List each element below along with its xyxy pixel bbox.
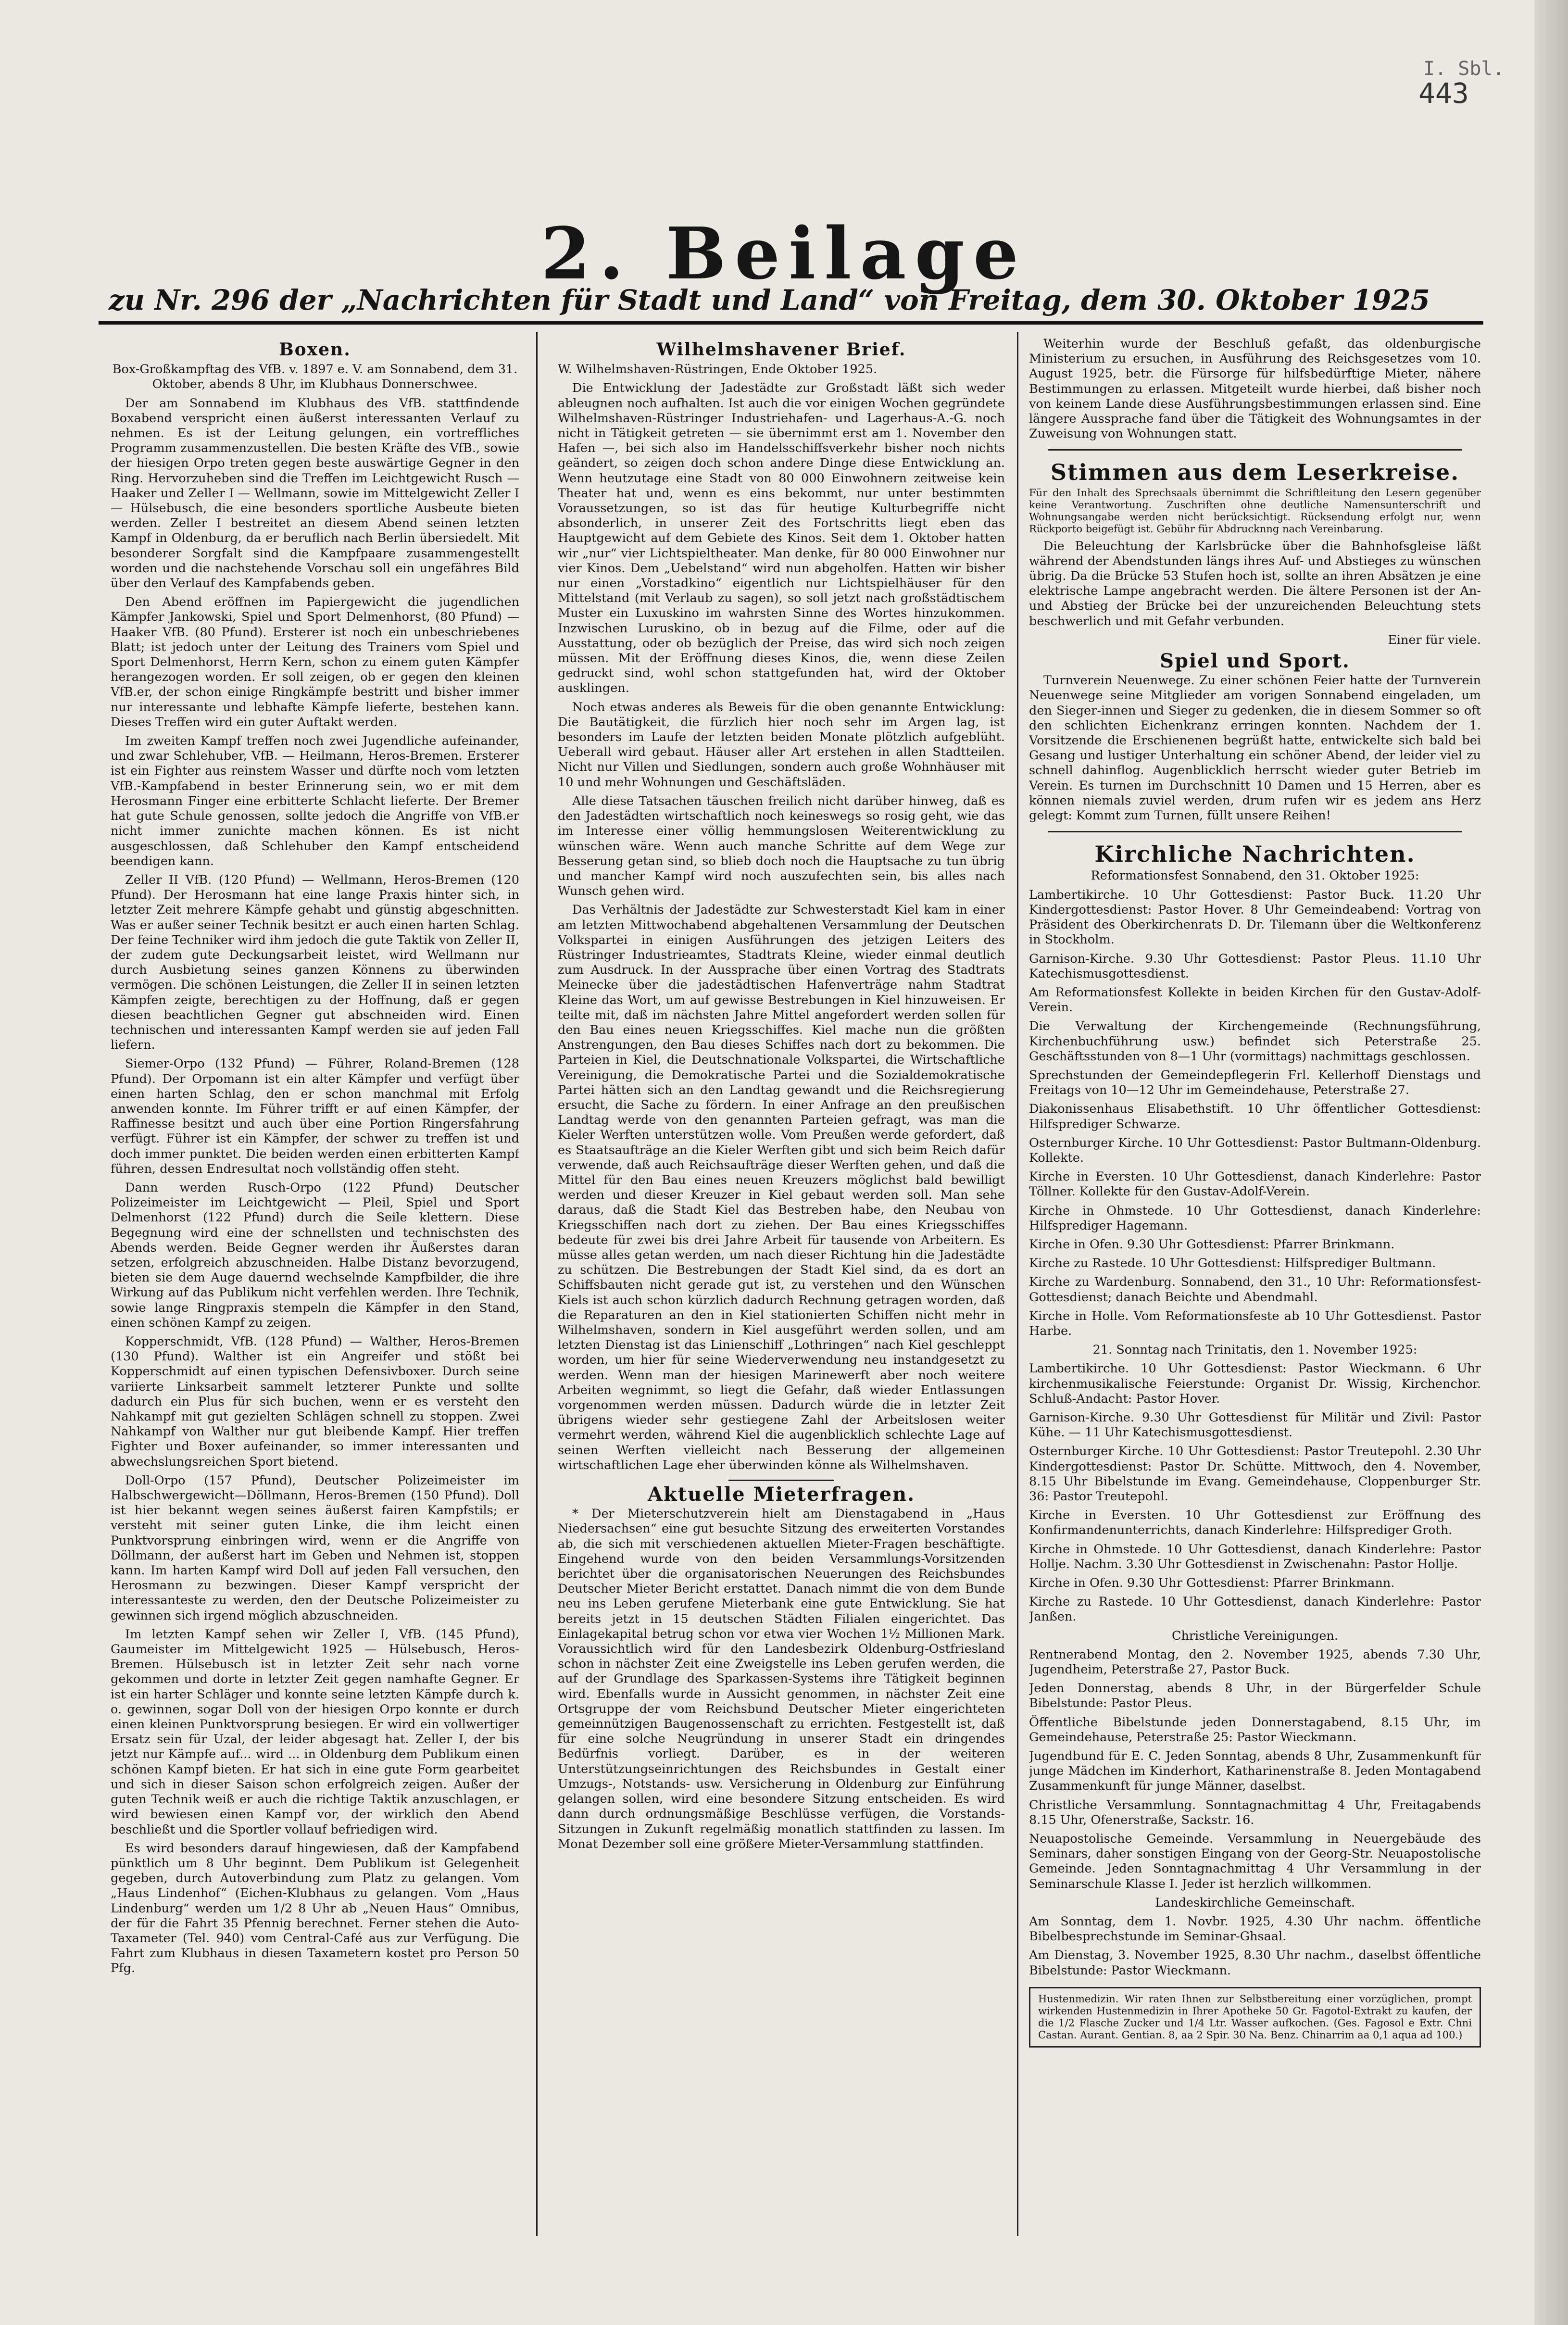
church-entry: Am Reformationsfest Kollekte in beiden Kirchen für den Gustav-Adolf-Verein. [1029, 985, 1481, 1015]
church-entry: Osternburger Kirche. 10 Uhr Gottesdienst: Pastor Bultmann-Oldenburg. Kollekte. [1029, 1135, 1481, 1165]
paragraph: Im letzten Kampf sehen wir Zeller I, VfB. (145 Pfund), Gaumeister im Mittelgewicht 1925 — Hülsebusch, Heros-Bremen. Hülsebusch ist in letzter Zeit sehr nach vorne gekommen und dorte in letzter Zeit gegen namhafte Gegner. Er ist ein harter Schläger und konnte seine letzten Kämpfe durch k. o. gewinnen, sogar Doll von der hiesigen Orpo konnte er durch einen kleinen Punktvorsprung besiegen. Er wird ein vollwertiger Ersatz sein für Uzal, der leider abgesagt hat. Zeller I, der bis jetzt nur Kämpfe auf... wird ... in Oldenburg dem Publikum einen schönen Kampf bieten. Er hat sich in eine gute Form gearbeitet und sich in dieser Saison schon erfolgreich zeigen. Außer der guten Technik weiß er auch die richtige Taktik anzuschlagen, er wird bewiesen einen Kampf vor, der wirklich den Abend beschließt und die Sportler vollauf befriedigen wird. [111, 1627, 519, 1837]
article-separator [1048, 449, 1462, 451]
paragraph: * Der Mieterschutzverein hielt am Dienstagabend in „Haus Niedersachsen“ eine gut besuchte Sitzung des erweiterten Vorstandes ab, die sich mit verschiedenen aktuellen Mieter-Fragen beschäftigte. Eingehend wurde von den beiden Versammlungs-Vorsitzenden berichtet über die organisatorischen Neuerungen des Reichsbundes Deutscher Mieter Bericht erstattet. Danach nimmt die von dem Bunde neu ins Leben gerufene Mieterbank eine gute Entwicklung. Sie hat bereits jetzt in 15 deutschen Städten Filialen eingerichtet. Das Einlagekapital betrug schon vor etwa vier Wochen 1½ Millionen Mark. Voraussichtlich wird für den Landesbezirk Oldenburg-Ostfriesland schon in nächster Zeit eine Zweigstelle ins Leben gerufen werden, die auf der Grundlage des Sparkassen-Systems ihre Tätigkeit beginnen wird. Ebenfalls wurde in Aussicht genommen, in nächster Zeit eine Ortsgruppe der vom Reichsbund Deutscher Mieter eingerichteten gemeinnützigen Baugenossenschaft zu errichten. Festgestellt ist, daß für eine solche Neugründung in unserer Stadt ein dringendes Bedürfnis vorliegt. Darüber, es in der weiteren Unterstützungseinrichtungen des Reichsbundes in Gestalt einer Umzugs-, Notstands- usw. Versicherung in Oldenburg zur Einführung gelangen sollen, wird eine besondere Sitzung entscheiden. Es wird dann durch ordnungsmäßige Beschlüsse verfügen, die Vorstands-Sitzungen in Zukunft regelmäßig monatlich stattfinden zu lassen. Im Monat Dezember soll eine größere Mieter-Versammlung stattfinden. [558, 1507, 1005, 1851]
church-entry: Kirche in Eversten. 10 Uhr Gottesdienst, danach Kinderlehre: Pastor Töllner. Kollekte für den Gustav-Adolf-Verein. [1029, 1169, 1481, 1199]
page-number: 443 [1418, 77, 1469, 110]
section-title: Kirchliche Nachrichten. [1094, 841, 1416, 867]
paragraph: Siemer-Orpo (132 Pfund) — Führer, Roland-Bremen (128 Pfund). Der Orpomann ist ein alter Kämpfer und verfügt über einen harten Schlag, den er schon manchmal mit Erfolg anwenden konnte. Im Führer trifft er auf einen Kämpfer, der Raffinesse besitzt und auch über eine Portion Ringersfahrung verfügt. Führer ist ein Kämpfer, der schwer zu treffen ist und doch immer punktet. Die beiden werden einen erbitterten Kampf führen, dessen Endresultat noch vollständig offen steht. [111, 1056, 519, 1176]
paragraph: Dann werden Rusch-Orpo (122 Pfund) Deutscher Polizeimeister im Leichtgewicht — Pleil, Spiel und Sport Delmenhorst (122 Pfund) durch die Seile klettern. Diese Begegnung wird eine der schnellsten und technischsten des Abends werden. Beide Gegner werden ihr Äußerstes daran setzen, erfolgreich abzuschneiden. Halbe Distanz bevorzugend, bieten sie dem Auge dauernd wechselnde Kampfbilder, die ihre Wirkung auf das Publikum nicht verfehlen werden. Ihre Technik, sowie lange Ringpraxis stempeln die Kämpfer in den Stand, einen schönen Kampf zu zeigen. [111, 1180, 519, 1330]
signature: Einer für viele. [1388, 632, 1481, 647]
subsection-title: 21. Sonntag nach Trinitatis, den 1. November 1925: [1092, 1343, 1417, 1357]
header-rule [99, 321, 1483, 325]
paragraph: Kopperschmidt, VfB. (128 Pfund) — Walther, Heros-Bremen (130 Pfund). Walther ist ein Angreifer und stößt bei Kopperschmidt auf einen typischen Defensivboxer. Durch seine variierte Linksarbeit sammelt letzterer Punkte und sollte dadurch ein Plus für sich buchen, wenn er es versteht den Nahkampf mit gut gezielten Schlägen schnell zu stoppen. Zwei Nahkampf von Walther nur gut bleibende Kampf. Hier treffen Fighter und Boxer aufeinander, so immer interessanten und abwechslungsreichen Sport bietend. [111, 1334, 519, 1469]
church-entry: Kirche in Ofen. 9.30 Uhr Gottesdienst: Pfarrer Brinkmann. [1029, 1237, 1395, 1252]
subsection-title: Landeskirchliche Gemeinschaft. [1155, 1895, 1355, 1910]
church-entry: Garnison-Kirche. 9.30 Uhr Gottesdienst: Pastor Pleus. 11.10 Uhr Katechismusgottesdienst. [1029, 951, 1481, 981]
paragraph: Die Beleuchtung der Karlsbrücke über die Bahnhofsgleise läßt während der Abendstunden längs ihres Auf- und Abstieges zu wünschen übrig. Da die Brücke 53 Stufen hoch ist, sollte an ihren Absätzen je eine elektrische Lampe angebracht werden. Die ältere Personen ist der An- und Abstieg der Brücke bei der unzureichenden Beleuchtung stets beschwerlich und mit Gefahr verbunden. [1029, 539, 1481, 628]
section-title: Stimmen aus dem Leserkreise. [1050, 459, 1460, 486]
church-entry: Am Dienstag, 3. November 1925, 8.30 Uhr nachm., daselbst öffentliche Bibelstunde: Pastor Wieckmann. [1029, 1948, 1481, 1978]
article-title: Wilhelmshavener Brief. [656, 339, 906, 360]
page-mark: I. Sbl. [1423, 58, 1505, 80]
supplement-title: 2. Beilage [540, 212, 1028, 295]
paragraph: Den Abend eröffnen im Papiergewicht die jugendlichen Kämpfer Jankowski, Spiel und Sport Delmenhorst, (80 Pfund) — Haaker VfB. (80 Pfund). Ersterer ist noch ein unbeschriebenes Blatt; ist jedoch unter der Leitung des Trainers vom Spiel und Sport Delmenhorst, Herrn Kern, schon zu einem guten Kämpfer herangezogen worden. Er soll zeigen, ob er gegen den kleinen VfB.er, der schon einige Ringkämpfe bestritt und bisher immer nur interessante und lebhafte Kämpfe lieferte, bestehen kann. Dieses Treffen wird ein guter Auftakt werden. [111, 595, 519, 729]
church-entry: Kirche zu Rastede. 10 Uhr Gottesdienst: Hilfsprediger Bultmann. [1029, 1256, 1436, 1271]
paragraph: Weiterhin wurde der Beschluß gefaßt, das oldenburgische Ministerium zu ersuchen, in Ausführung des Reichsgesetzes vom 10. August 1925, betr. die Fürsorge für hilfsbedürftige Mieter, nähere Bestimmungen zu erlassen. Mitgeteilt wurde hierbei, daß bisher noch von keinem Lande diese Ausführungsbestimmungen erlassen sind. Eine längere Aussprache fand über die Tätigkeit des Wohnungsamtes in der Zuweisung von Wohnungen statt. [1029, 337, 1481, 441]
paragraph: Die Entwicklung der Jadestädte zur Großstadt läßt sich weder ableugnen noch aufhalten. Ist auch die vor einigen Wochen gegründete Wilhelmshaven-Rüstringer Industriehafen- und Lagerhaus-A.-G. noch nicht in Tätigkeit getreten — sie übernimmt erst am 1. November den Hafen —, bei sich also im Handelsschiffsverkehr bisher noch nichts geändert, so zeigen doch schon andere Dinge diese Entwicklung an. Wenn heutzutage eine Stadt von 80 000 Einwohnern zeitweise kein Theater hat und, wenn es eins bekommt, nur unter bestimmten Voraussetzungen, so ist das für heutige Kulturbegriffe nicht absonderlich, in unserer Zeit des Fortschritts liegt eben das Hauptgewicht auf dem Gebiete des Kinos. Seit dem 1. Oktober hatten wir „nur“ vier Lichtspieltheater. Man denke, für 80 000 Einwohner nur vier Kinos. Dem „Uebelstand“ wird nun abgeholfen. Hatten wir bisher nur einen „Vorstadkino“ eigentlich nur Lichtspielhäuser für den Mittelstand (mit Verlaub zu sagen), so soll jetzt nach großstädtischem Muster ein Luxuskino im wahrsten Sinne des Wortes hinzukommen. Inzwischen Luruskino, ob in bezug auf die Filme, oder auf die Ausstattung, oder ob bezüglich der Preise, das wird sich noch zeigen müssen. Mit der Eröffnung dieses Kinos, die, wenn diese Zeilen gedruckt sind, wohl schon stattgefunden hat, wird der Oktober ausklingen. [558, 381, 1005, 696]
article-lead: Box-Großkampftag des VfB. v. 1897 e. V. am Sonnabend, dem 31. Oktober, abends 8 Uhr, im Klubhaus Donnerschwee. [112, 362, 518, 392]
column-divider [536, 332, 538, 2236]
page-edge [1534, 0, 1568, 2325]
church-entry: Kirche zu Wardenburg. Sonnabend, den 31., 10 Uhr: Reformationsfest-Gottesdienst; danach Beichte und Abendmahl. [1029, 1275, 1481, 1305]
article-title: Boxen. [279, 339, 351, 360]
church-entry: Jugendbund für E. C. Jeden Sonntag, abends 8 Uhr, Zusammenkunft für junge Mädchen im Kinderhort, Katharinenstraße 8. Jeden Montagabend Zusammenkunft für junge Männer, daselbst. [1029, 1749, 1481, 1794]
paragraph: Zeller II VfB. (120 Pfund) — Wellmann, Heros-Bremen (120 Pfund). Der Herosmann hat eine lange Praxis hinter sich, in letzter Zeit mehrere Kämpfe gehabt und günstig abgeschnitten. Was er außer seiner Technik besitzt er auch einen harten Schlag. Der feine Techniker wird ihm jedoch die gute Taktik von Zeller II, der zudem gute Deckungsarbeit leistet, wird Wellmann nur durch Ausbietung seines ganzen Könnens zu überwinden vermögen. Die schönen Leistungen, die Zeller II in seinen letzten Kämpfen zeigte, berechtigen zu der Hoffnung, daß er gegen diesen beachtlichen Gegner gut abschneiden wird. Einen technischen und interessanten Kampf werden sie auf jeden Fall liefern. [111, 872, 519, 1053]
article-separator [728, 1480, 834, 1481]
subsection-title: Reformationsfest Sonnabend, den 31. Oktober 1925: [1091, 868, 1419, 883]
article-separator [1048, 831, 1462, 832]
column-boxing [111, 337, 519, 2246]
column-misc [1029, 337, 1481, 2246]
church-entry: Christliche Versammlung. Sonntagnachmittag 4 Uhr, Freitagabends 8.15 Uhr, Ofenerstraße, Sackstr. 16. [1029, 1797, 1481, 1827]
church-entry: Sprechstunden der Gemeindepflegerin Frl. Kellerhoff Dienstags und Freitags von 10—12 Uhr im Gemeindehause, Peterstraße 27. [1029, 1068, 1481, 1098]
paragraph: Der am Sonnabend im Klubhaus des VfB. stattfindende Boxabend verspricht einen äußerst interessanten Verlauf zu nehmen. Es ist der Leitung gelungen, ein vortreffliches Programm zusammenzustellen. Die besten Kräfte des VfB., sowie der hiesigen Orpo treten gegen beste auswärtige Gegner in den Ring. Hervorzuheben sind die Treffen im Leichtgewicht Rusch — Haaker und Zeller I — Wellmann, sowie im Mittelgewicht Zeller I — Hülsebusch, die eine besonders sportliche Ausbeute bieten werden. Zeller I bestreitet an diesem Abend seinen letzten Kampf in Oldenburg, da er beruflich nach Berlin übersiedelt. Mit besonderer Sorgfalt sind die Kampfpaare zusammengestellt worden und die nachstehende Vorschau soll ein ungefähres Bild über den Verlauf des Kampfabends geben. [111, 396, 519, 591]
church-entry: Neuapostolische Gemeinde. Versammlung in Neuergebäude des Seminars, daher sonstigen Eingang von der Georg-Str. Neuapostolische Gemeinde. Jeden Sonntagnachmittag 4 Uhr Versammlung in der Seminarschule Klasse I. Jeder ist herzlich willkommen. [1029, 1832, 1481, 1891]
column-wilhelmshaven [558, 337, 1005, 2246]
article-title: Aktuelle Mieterfragen. [647, 1483, 916, 1506]
church-entry: Kirche in Ohmstede. 10 Uhr Gottesdienst, danach Kinderlehre: Pastor Hollje. Nachm. 3.30 Uhr Gottesdienst in Zwischenahn: Pastor Hollje. [1029, 1542, 1481, 1571]
paragraph: Es wird besonders darauf hingewiesen, daß der Kampfabend pünktlich um 8 Uhr beginnt. Dem Publikum ist Gelegenheit gegeben, durch Autoverbindung zum Platz zu gelangen. Vom „Haus Lindenhof“ (Eichen-Klubhaus zu gelangen. Vom „Haus Lindenburg“ werden um 1/2 8 Uhr ab „Neuen Haus“ Omnibus, der für die Fahrt 35 Pfennig berechnet. Ferner stehen die Auto-Taxameter (Tel. 940) vom Central-Café aus zur Verfügung. Die Fahrt zum Klubhaus in diesen Taxametern kostet pro Person 50 Pfg. [111, 1841, 519, 1976]
dateline: W. Wilhelmshaven-Rüstringen, Ende Oktober 1925. [558, 362, 878, 377]
church-entry: Osternburger Kirche. 10 Uhr Gottesdienst: Pastor Treutepohl. 2.30 Uhr Kindergottesdienst: Pastor Dr. Schütte. Mittwoch, den 4. November, 8.15 Uhr Bibelstunde im Evang. Gemeindehause, Cloppenburger Str. 36: Pastor Treutepohl. [1029, 1444, 1481, 1504]
paragraph: Doll-Orpo (157 Pfund), Deutscher Polizeimeister im Halbschwergewicht—Döllmann, Heros-Bremen (150 Pfund). Doll ist hier bekannt wegen seines äußerst fairen Kampfstils; er versteht mit seiner guten Linke, die ihm leicht einen Punktvorsprung einbringen wird, wenn er die Angriffe von Döllmann, der außerst hart im Geben und Nehmen ist, stoppen kann. Im harten Kampf wird Doll auf jeden Fall versuchen, den Herosmann zu bezwingen. Dieser Kampf verspricht der interessanteste zu werden, den der Deutsche Polizeimeister zu gewinnen sich irgend möglich abzuschneiden. [111, 1473, 519, 1623]
church-entry: Diakonissenhaus Elisabethstift. 10 Uhr öffentlicher Gottesdienst: Hilfsprediger Schwarze. [1029, 1102, 1481, 1131]
advertisement-box: Hustenmedizin. Wir raten Ihnen zur Selbstbereitung einer vorzüglichen, prompt wirkenden Hustenmedizin in Ihrer Apotheke 50 Gr. Fagotol-Extrakt zu kaufen, der die 1/2 Flasche Zucker und 1/4 Ltr. Wasser aufkochen. (Ges. Fagosol e Extr. Chni Castan. Aurant. Gentian. 8, aa 2 Spir. 30 Na. Benz. Chinarrim aa 0,1 aqua ad 100.) [1029, 1987, 1481, 2048]
church-entry: Die Verwaltung der Kirchengemeinde (Rechnungsführung, Kirchenbuchführung usw.) befindet sich Peterstraße 25. Geschäftsstunden von 8—1 Uhr (vormittags) nachmittags geschlossen. [1029, 1019, 1481, 1064]
church-entry: Lambertikirche. 10 Uhr Gottesdienst: Pastor Wieckmann. 6 Uhr kirchenmusikalische Feierstunde: Organist Dr. Wissig, Kirchenchor. Schluß-Andacht: Pastor Hover. [1029, 1361, 1481, 1406]
paragraph: Im zweiten Kampf treffen noch zwei Jugendliche aufeinander, und zwar Schlehuber, VfB. — Heilmann, Heros-Bremen. Ersterer ist ein Fighter aus reinstem Wasser und dürfte noch vom letzten VfB.-Kampfabend in bester Erinnerung sein, wo er mit dem Herosmann Finger eine erbitterte Schlacht lieferte. Der Bremer hat gute Schule genossen, sollte jedoch die Angriffe von VfB.er nicht immer zunichte machen können. Es ist nicht ausgeschlossen, daß Schlehuber den Kampf entscheidend beendigen kann. [111, 734, 519, 868]
church-entry: Kirche in Ofen. 9.30 Uhr Gottesdienst: Pfarrer Brinkmann. [1029, 1576, 1395, 1591]
church-entry: Kirche zu Rastede. 10 Uhr Gottesdienst, danach Kinderlehre: Pastor Janßen. [1029, 1595, 1481, 1624]
section-title: Spiel und Sport. [1160, 650, 1350, 673]
subsection-title: Christliche Vereinigungen. [1171, 1628, 1339, 1643]
disclaimer: Für den Inhalt des Sprechsaals übernimmt die Schriftleitung den Lesern gegenüber keine Verantwortung. Zuschriften ohne deutliche Namensunterschrift und Wohnungsangabe werden nicht berücksichtigt. Rücksendung erfolgt nur, wenn Rückporto beigefügt ist. Gebühr für Abdrucknng nach Vereinbarung. [1029, 487, 1481, 535]
church-entry: Kirche in Holle. Vom Reformationsfeste ab 10 Uhr Gottesdienst. Pastor Harbe. [1029, 1308, 1481, 1338]
paragraph: Das Verhältnis der Jadestädte zur Schwesterstadt Kiel kam in einer am letzten Mittwochabend abgehaltenen Versammlung der Deutschen Volkspartei in einigen Ausführungen des jetzigen Leiters des Rüstringer Industrieamtes, Stadtrats Kleine, wieder einmal deutlich zum Ausdruck. In der Aussprache über einen Vortrag des Stadtrats Meinecke über die jadestädtischen Hafenverträge nahm Stadtrat Kleine das Wort, um auf gewisse Bestrebungen in Kiel hinzuweisen. Er teilte mit, daß im nächsten Jahre Mittel angefordert werden sollen für den Bau eines neuen Kriegsschiffes. Kiel mache nun die größten Anstrengungen, den Bau dieses Schiffes nach dort zu bekommen. Die Parteien in Kiel, die Deutschnationale Volkspartei, die Wirtschaftliche Vereinigung, die Demokratische Partei und die Sozialdemokratische Partei hätten sich an den Landtag gewandt und die Reichsregierung ersucht, die Sache zu fördern. In einer Anfrage an den preußischen Landtag werde von den genannten Parteien gefragt, was man die Kieler Werften unterstützen wolle. Vom Preußen werde gefordert, daß es Staatsaufträge an die Kieler Werften gibt und sich beim Reich dafür verwende, daß auch Reichsaufträge dieser Werften gehen, und daß die Mittel für den Bau eines neuen Kreuzers möglichst bald bewilligt werden und dieser Kreuzer in Kiel gebaut werden soll. Man sehe daraus, daß die Stadt Kiel das Bestreben habe, den Neubau von Kriegsschiffen nach dort zu ziehen. Der Bau eines Kriegsschiffes bedeute für zwei bis drei Jahre Arbeit für tausende von Arbeitern. Es müsse alles getan werden, um nach dieser Richtung hin die Jadestädte zu schützen. Die Bestrebungen der Stadt Kiel sind, da es dort an Schiffsbauten nicht gerade gut ist, zu verstehen und den Wünschen Kiels ist auch schon kürzlich dadurch Rechnung getragen worden, daß die Reparaturen an den in Kiel stationierten Schiffen nicht mehr in Wilhelmshaven, sondern in Kiel ausgeführt werden sollen, und am letzten Dienstag ist das Linienschiff „Lothringen“ nach Kiel geschleppt worden, um hier für seine Wiederverwendung neu instandgesetzt zu werden. Wenn man der hiesigen Marinewerft aber noch weitere Arbeiten wegnimmt, so liegt die Gefahr, daß wieder Entlassungen vorgenommen werden müssen. Dadurch würde die in letzter Zeit übrigens wieder sehr gestiegene Zahl der Arbeitslosen weiter vermehrt werden, während Kiel die augenblicklich schlechte Lage auf seinen Werften vielleicht nach Besserung der allgemeinen wirtschaftlichen Lage eher überwinden könne als Wilhelmshaven. [558, 903, 1005, 1472]
church-entry: Lambertikirche. 10 Uhr Gottesdienst: Pastor Buck. 11.20 Uhr Kindergottesdienst: Pastor Hover. 8 Uhr Gemeindeabend: Vortrag von Präsident des Oberkirchenrats D. Dr. Tilemann über die Weltkonferenz in Stockholm. [1029, 887, 1481, 947]
church-entry: Kirche in Eversten. 10 Uhr Gottesdienst zur Eröffnung des Konfirmandenunterrichts, danach Kinderlehre: Hilfsprediger Groth. [1029, 1508, 1481, 1538]
church-entry: Jeden Donnerstag, abends 8 Uhr, in der Bürgerfelder Schule Bibelstunde: Pastor Pleus. [1029, 1681, 1481, 1711]
church-entry: Garnison-Kirche. 9.30 Uhr Gottesdienst für Militär und Zivil: Pastor Kühe. — 11 Uhr Katechismusgottesdienst. [1029, 1410, 1481, 1440]
church-entry: Rentnerabend Montag, den 2. November 1925, abends 7.30 Uhr, Jugendheim, Peterstraße 27, Pastor Buck. [1029, 1647, 1481, 1677]
paragraph: Turnverein Neuenwege. Zu einer schönen Feier hatte der Turnverein Neuenwege seine Mitglieder am vorigen Sonnabend eingeladen, um den Sieger-innen und Sieger zu gedenken, die in diesem Sommer so oft den schlichten Eichenkranz erringen konnten. Nachdem der 1. Vorsitzende die Erschienenen begrüßt hatte, entwickelte sich bald bei Gesang und lustiger Unterhaltung ein schöner Abend, der leider viel zu schnell dahinflog. Augenblicklich herrscht wieder guter Betrieb im Verein. Es turnen im Durchschnitt 10 Damen und 15 Herren, aber es können niemals zuviel werden, drum rufen wir es jedem ans Herz gelegt: Kommt zum Turnen, füllt unsere Reihen! [1029, 673, 1481, 823]
paragraph: Noch etwas anderes als Beweis für die oben genannte Entwicklung: Die Bautätigkeit, die fürzlich hier noch sehr im Argen lag, ist besonders im Laufe der letzten beiden Monate plötzlich aufgeblüht. Ueberall wird gebaut. Häuser aller Art erstehen in allen Stadtteilen. Nicht nur Villen und Siedlungen, sondern auch große Wohnhäuser mit 10 und mehr Wohnungen und Geschäftsläden. [558, 700, 1005, 790]
church-entry: Öffentliche Bibelstunde jeden Donnerstagabend, 8.15 Uhr, im Gemeindehause, Peterstraße 25: Pastor Wieckmann. [1029, 1715, 1481, 1745]
supplement-subtitle: zu Nr. 296 der „Nachrichten für Stadt und Land“ von Freitag, dem 30. Oktober 1925 [108, 284, 1430, 316]
church-entry: Am Sonntag, dem 1. Novbr. 1925, 4.30 Uhr nachm. öffentliche Bibelbesprechstunde im Seminar-Ghsaal. [1029, 1914, 1481, 1944]
paragraph: Alle diese Tatsachen täuschen freilich nicht darüber hinweg, daß es den Jadestädten wirtschaftlich noch keineswegs so rosig geht, wie das im Interesse einer völlig hemmungslosen Weiterentwicklung zu wünschen wäre. Wenn auch manche Schritte auf dem Wege zur Besserung getan sind, so blieb doch noch die Hauptsache zu tun übrig und mancher Kampf wird noch auszufechten sein, bis alles nach Wunsch gehen wird. [558, 793, 1005, 899]
church-entry: Kirche in Ohmstede. 10 Uhr Gottesdienst, danach Kinderlehre: Hilfsprediger Hagemann. [1029, 1203, 1481, 1233]
column-divider [1017, 332, 1018, 2236]
